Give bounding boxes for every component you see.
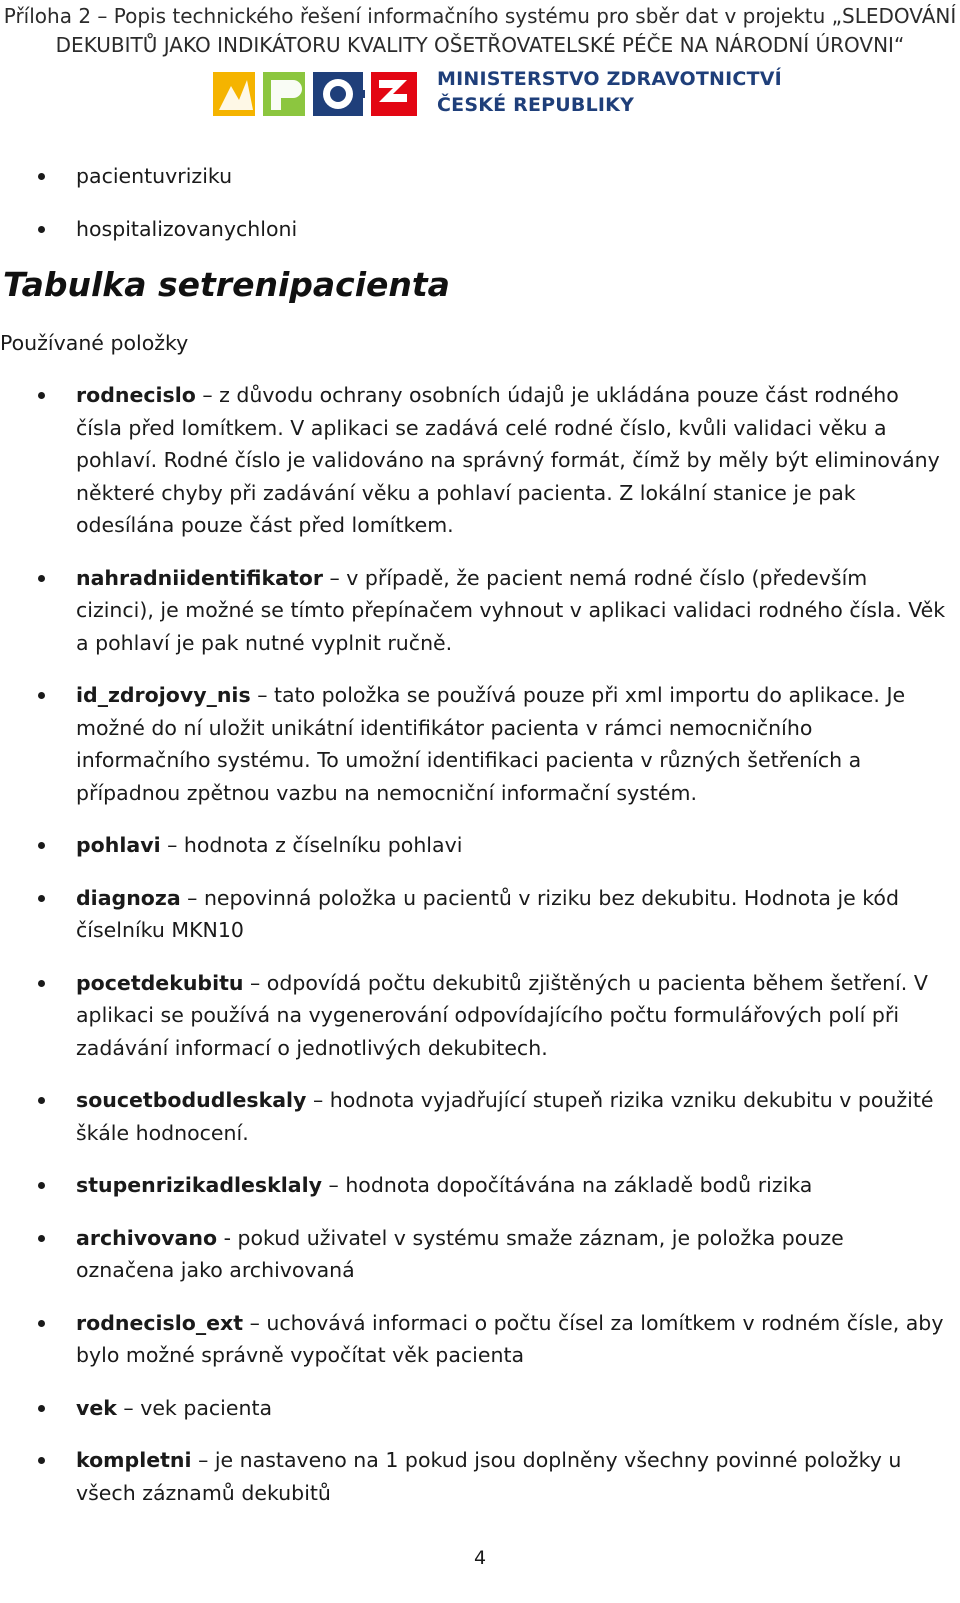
field-name: vek [76,1395,117,1420]
table-list [0,160,960,245]
list-item-text: hospitalizovanychloni [76,216,298,241]
field-description: – tato položka se používá pouze při xml importu do aplikace. Je možné do ní uložit unikátní identifikátor pacienta v rámci nemocničního informačního systému. To umožní identifikaci pacienta v různých šetřeních a případnou zpětnou vazbu na nemocniční informační systém. [76,683,906,805]
field-item [0,679,960,809]
field-description: – v případě, že pacient nemá rodné číslo (především cizinci), je možné se tímto přepínačem vyhnout v aplikaci validaci rodného čísla. Věk a pohlaví je pak nutné vyplnit ručně. [76,565,946,655]
ministry-logo [213,64,782,120]
ministry-logo-icon [213,66,423,118]
bullet-icon [38,980,45,987]
page-content [0,160,960,1529]
bullet-icon [38,173,45,180]
field-name: id_zdrojovy_nis [76,683,251,707]
field-name: stupenrizikadlesklaly [76,1173,323,1197]
field-name: pocetdekubitu [76,970,244,995]
bullet-icon [38,1320,45,1327]
field-item [0,562,960,660]
bullet-icon [38,1235,45,1242]
bullet-icon [38,692,45,699]
field-description: – uchovává informaci o počtu čísel za lomítkem v rodném čísle, aby bylo možné správně vypočítat věk pacienta [76,1310,944,1367]
field-name: rodnecislo [76,383,196,407]
header-line-2: DEKUBITŮ JAKO INDIKÁTORU KVALITY OŠETŘOVATELSKÉ PÉČE NA NÁRODNÍ ÚROVNI“ [55,33,905,57]
field-description: – nepovinná položka u pacientů v riziku bez dekubitu. Hodnota je kód číselníku MKN10 [76,885,899,942]
field-name: rodnecislo_ext [76,1310,244,1335]
field-description: - pokud uživatel v systému smaže záznam, je položka pouze označena jako archivovaná [76,1225,844,1282]
bullet-icon [38,392,45,399]
field-name: archivovano [76,1225,218,1250]
field-description: – je nastaveno na 1 pokud jsou doplněny všechny povinné položky u všech záznamů dekubitů [76,1448,902,1505]
bullet-icon [38,842,45,849]
field-item [0,1307,960,1372]
bullet-icon [38,1405,45,1412]
field-item [0,1169,960,1202]
bullet-icon [38,1097,45,1104]
field-item [0,1392,960,1425]
field-description: – hodnota dopočítávána na základě bodů rizika [322,1173,813,1197]
field-description: – hodnota vyjadřující stupeň rizika vzniku dekubitu v použité škále hodnocení. [76,1088,934,1145]
field-description: – vek pacienta [116,1395,273,1420]
field-name: diagnoza [76,885,181,910]
field-item [0,1222,960,1287]
bullet-icon [38,1182,45,1189]
ministry-name-line-2: ČESKÉ REPUBLIKY [437,94,635,116]
field-item [0,967,960,1065]
field-item [0,1444,960,1509]
field-item [0,1084,960,1149]
field-name: pohlavi [76,833,161,857]
list-item [0,213,960,246]
page-number: 4 [473,1547,487,1569]
bullet-icon [38,226,45,233]
field-name: kompletni [76,1448,192,1472]
field-name: soucetbodudleskaly [76,1088,307,1112]
section-title: Tabulka setrenipacienta [3,265,450,304]
field-item [0,882,960,947]
field-description: – z důvodu ochrany osobních údajů je ukládána pouze část rodného čísla před lomítkem. V aplikaci se zadává celé rodné číslo, kvůli validaci věku a pohlaví. Rodné číslo je validováno na správný formát, čímž by měly být eliminovány některé chyby při zadávání věku a pohlaví pacienta. Z lokální stanice je pak odesílána pouze část před lomítkem. [76,383,940,537]
field-item [0,379,960,542]
field-description: – hodnota z číselníku pohlavi [160,833,463,857]
bullet-icon [38,575,45,582]
document-header [0,2,960,60]
field-item [0,829,960,862]
field-list [0,379,960,1509]
bullet-icon [38,895,45,902]
section-subtitle: Používané položky [0,331,189,355]
bullet-icon [38,1457,45,1464]
header-line-1: Příloha 2 – Popis technického řešení informačního systému pro sběr dat v projektu „SLEDOVÁNÍ [3,4,957,28]
ministry-name [437,66,782,118]
field-description: – odpovídá počtu dekubitů zjištěných u pacienta během šetření. V aplikaci se používá na vygenerování odpovídajícího počtu formulářových polí při zadávání informací o jednotlivých dekubitech. [76,970,928,1060]
list-item-text: pacientuvriziku [76,164,233,188]
field-name: nahradniidentifikator [76,565,323,590]
ministry-name-line-1: MINISTERSTVO ZDRAVOTNICTVÍ [437,68,782,90]
list-item [0,160,960,193]
